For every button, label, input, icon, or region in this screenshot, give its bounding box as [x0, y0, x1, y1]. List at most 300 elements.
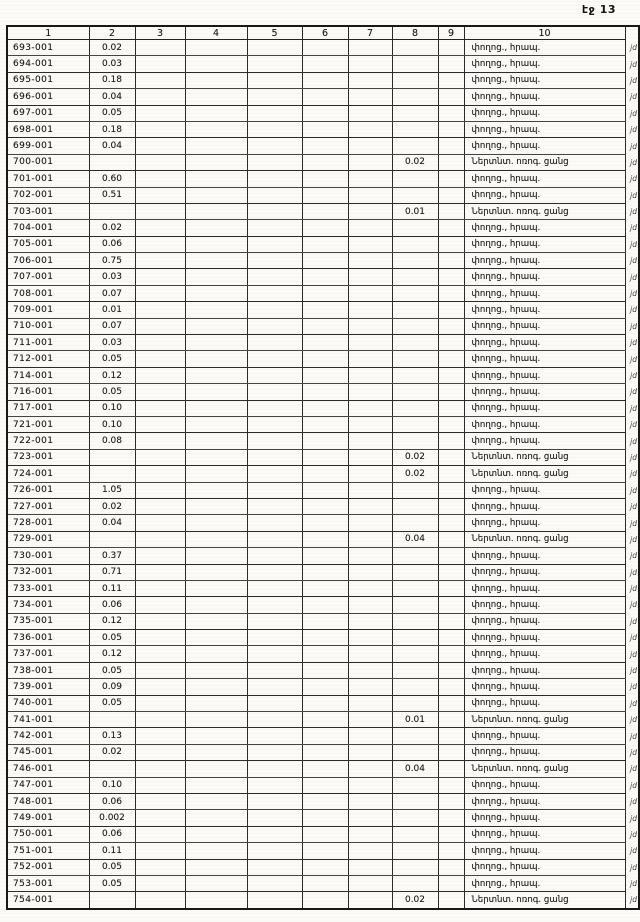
- cell-col3-empty: [135, 515, 185, 531]
- cell-col6-empty: [302, 843, 348, 859]
- table-body: [7, 40, 639, 909]
- cell-col7-empty: [348, 171, 392, 187]
- cell-land-use: փողոց., հրապ.: [464, 416, 625, 432]
- cell-col2-value: [89, 203, 135, 219]
- cell-col4-empty: [185, 203, 247, 219]
- cell-parcel-code: 697-001: [7, 105, 89, 121]
- cell-col8-value: [392, 695, 438, 711]
- cell-col8-value: [392, 662, 438, 678]
- cell-col6-empty: [302, 712, 348, 728]
- cell-col4-empty: [185, 859, 247, 875]
- cell-land-use: փողոց., հրապ.: [464, 810, 625, 826]
- cell-col9-empty: [438, 630, 464, 646]
- cell-col4-empty: [185, 646, 247, 662]
- cell-col6-empty: [302, 580, 348, 596]
- cell-parcel-code: 751-001: [7, 843, 89, 859]
- cell-col9-empty: [438, 105, 464, 121]
- cell-col2-value: 0.75: [89, 253, 135, 269]
- cell-col8-value: [392, 564, 438, 580]
- cell-col2-value: 0.02: [89, 220, 135, 236]
- cell-col7-empty: [348, 613, 392, 629]
- cell-col8-value: 0.02: [392, 892, 438, 909]
- table-row: [7, 449, 639, 465]
- cell-col3-empty: [135, 351, 185, 367]
- cell-col8-value: [392, 351, 438, 367]
- cell-col3-empty: [135, 679, 185, 695]
- cell-parcel-code: 717-001: [7, 400, 89, 416]
- cell-col9-empty: [438, 826, 464, 842]
- margin-handwritten-mark: jd: [630, 895, 637, 905]
- table-row: [7, 236, 639, 252]
- cell-col9-empty: [438, 580, 464, 596]
- cell-col9-empty: [438, 761, 464, 777]
- cell-col6-empty: [302, 597, 348, 613]
- cell-col7-empty: [348, 662, 392, 678]
- column-header-3: 3: [135, 26, 185, 40]
- margin-handwritten-mark: jd: [630, 797, 637, 807]
- cell-land-use: փողոց., հրապ.: [464, 269, 625, 285]
- cell-col4-empty: [185, 580, 247, 596]
- cell-col8-value: [392, 793, 438, 809]
- cell-land-use: փողոց., հրապ.: [464, 351, 625, 367]
- cell-parcel-code: 747-001: [7, 777, 89, 793]
- cell-col5-empty: [247, 466, 302, 482]
- cell-col3-empty: [135, 449, 185, 465]
- cell-col3-empty: [135, 580, 185, 596]
- table-row: [7, 875, 639, 891]
- cell-col8-value: [392, 105, 438, 121]
- cell-land-use: փողոց., հրապ.: [464, 613, 625, 629]
- margin-handwritten-mark: jd: [630, 387, 637, 397]
- cell-col7-empty: [348, 531, 392, 547]
- cell-col9-empty: [438, 253, 464, 269]
- cell-col7-empty: [348, 351, 392, 367]
- cell-col6-empty: [302, 793, 348, 809]
- cell-col6-empty: [302, 335, 348, 351]
- cell-col6-empty: [302, 777, 348, 793]
- table-row: [7, 793, 639, 809]
- cell-col2-value: 0.02: [89, 40, 135, 56]
- cell-col8-value: [392, 498, 438, 514]
- cell-col3-empty: [135, 318, 185, 334]
- cell-col3-empty: [135, 203, 185, 219]
- cell-land-use: փողոց., հրապ.: [464, 236, 625, 252]
- table-row: [7, 744, 639, 760]
- cell-col3-empty: [135, 498, 185, 514]
- margin-handwritten-mark: jd: [630, 747, 637, 757]
- cell-land-use: փողոց., հրապ.: [464, 826, 625, 842]
- cell-col5-empty: [247, 613, 302, 629]
- cell-col2-value: 0.03: [89, 335, 135, 351]
- cell-col3-empty: [135, 531, 185, 547]
- cell-col9-empty: [438, 285, 464, 301]
- cell-col6-empty: [302, 253, 348, 269]
- margin-handwritten-mark: jd: [630, 600, 637, 610]
- cell-parcel-code: 694-001: [7, 56, 89, 72]
- cell-col3-empty: [135, 826, 185, 842]
- cell-col4-empty: [185, 449, 247, 465]
- cell-col2-value: [89, 466, 135, 482]
- cell-col9-empty: [438, 859, 464, 875]
- cell-col4-empty: [185, 89, 247, 105]
- cell-col7-empty: [348, 892, 392, 909]
- cell-col6-empty: [302, 236, 348, 252]
- cell-col8-value: [392, 482, 438, 498]
- cell-col8-value: [392, 843, 438, 859]
- margin-handwritten-mark: jd: [630, 157, 637, 167]
- cell-col8-value: [392, 679, 438, 695]
- cell-parcel-code: 730-001: [7, 548, 89, 564]
- cell-parcel-code: 741-001: [7, 712, 89, 728]
- cell-col9-empty: [438, 793, 464, 809]
- cell-col2-value: 0.13: [89, 728, 135, 744]
- cell-col6-empty: [302, 515, 348, 531]
- cell-col9-empty: [438, 843, 464, 859]
- cell-col9-empty: [438, 203, 464, 219]
- cell-col3-empty: [135, 564, 185, 580]
- table-row: [7, 171, 639, 187]
- cell-col2-value: 0.05: [89, 630, 135, 646]
- table-row: [7, 482, 639, 498]
- cell-col3-empty: [135, 433, 185, 449]
- cell-col4-empty: [185, 826, 247, 842]
- cell-col3-empty: [135, 105, 185, 121]
- cell-col9-empty: [438, 679, 464, 695]
- cell-parcel-code: 716-001: [7, 384, 89, 400]
- cell-col3-empty: [135, 285, 185, 301]
- cell-col6-empty: [302, 875, 348, 891]
- margin-handwritten-mark: jd: [630, 616, 637, 626]
- cell-col2-value: [89, 892, 135, 909]
- cell-col2-value: [89, 531, 135, 547]
- cell-parcel-code: 701-001: [7, 171, 89, 187]
- margin-handwritten-mark: jd: [630, 141, 637, 151]
- cell-parcel-code: 752-001: [7, 859, 89, 875]
- cell-col2-value: 0.07: [89, 285, 135, 301]
- cell-col2-value: 0.05: [89, 875, 135, 891]
- table-row: [7, 154, 639, 170]
- cell-col5-empty: [247, 187, 302, 203]
- cell-col9-empty: [438, 154, 464, 170]
- cell-col3-empty: [135, 302, 185, 318]
- cell-col9-empty: [438, 482, 464, 498]
- margin-handwritten-mark: jd: [630, 813, 637, 823]
- margin-handwritten-mark: jd: [630, 879, 637, 889]
- cell-col6-empty: [302, 630, 348, 646]
- cell-land-use: փողոց., հրապ.: [464, 89, 625, 105]
- cell-col8-value: [392, 744, 438, 760]
- cell-col4-empty: [185, 875, 247, 891]
- cell-col7-empty: [348, 498, 392, 514]
- cell-col3-empty: [135, 482, 185, 498]
- cell-col6-empty: [302, 171, 348, 187]
- cell-parcel-code: 728-001: [7, 515, 89, 531]
- table-row: [7, 433, 639, 449]
- column-header-10: 10: [464, 26, 625, 40]
- cell-land-use: փողոց., հրապ.: [464, 171, 625, 187]
- cell-land-use: փողոց., հրապ.: [464, 105, 625, 121]
- margin-handwritten-mark: jd: [630, 764, 637, 774]
- table-row: [7, 220, 639, 236]
- cell-col7-empty: [348, 466, 392, 482]
- cell-col4-empty: [185, 843, 247, 859]
- cell-col3-empty: [135, 728, 185, 744]
- cell-col5-empty: [247, 40, 302, 56]
- cell-col8-value: [392, 580, 438, 596]
- cell-col6-empty: [302, 728, 348, 744]
- cell-col8-value: 0.01: [392, 203, 438, 219]
- table-row: [7, 367, 639, 383]
- table-row: [7, 548, 639, 564]
- cell-col7-empty: [348, 777, 392, 793]
- cell-col7-empty: [348, 695, 392, 711]
- cell-col9-empty: [438, 498, 464, 514]
- margin-handwritten-mark: jd: [630, 272, 637, 282]
- cell-parcel-code: 714-001: [7, 367, 89, 383]
- cell-col3-empty: [135, 744, 185, 760]
- margin-handwritten-mark: jd: [630, 256, 637, 266]
- page-number: էջ 13: [581, 3, 616, 16]
- cell-parcel-code: 724-001: [7, 466, 89, 482]
- cell-col5-empty: [247, 285, 302, 301]
- cell-parcel-code: 739-001: [7, 679, 89, 695]
- table-row: [7, 302, 639, 318]
- cell-col9-empty: [438, 351, 464, 367]
- cell-parcel-code: 698-001: [7, 121, 89, 137]
- cell-land-use: փողոց., հրապ.: [464, 433, 625, 449]
- cell-col5-empty: [247, 302, 302, 318]
- cell-col7-empty: [348, 236, 392, 252]
- cell-col6-empty: [302, 892, 348, 909]
- cell-col4-empty: [185, 121, 247, 137]
- cell-col8-value: [392, 72, 438, 88]
- cell-col2-value: 0.03: [89, 56, 135, 72]
- cell-col8-value: [392, 121, 438, 137]
- margin-handwritten-mark: jd: [630, 829, 637, 839]
- cell-land-use: փողոց., հրապ.: [464, 253, 625, 269]
- cell-parcel-code: 736-001: [7, 630, 89, 646]
- cell-col9-empty: [438, 56, 464, 72]
- cell-col7-empty: [348, 630, 392, 646]
- cell-col5-empty: [247, 318, 302, 334]
- cell-col7-empty: [348, 56, 392, 72]
- cell-col6-empty: [302, 466, 348, 482]
- margin-handwritten-mark: jd: [630, 108, 637, 118]
- cell-col8-value: [392, 269, 438, 285]
- cell-land-use: փողոց., հրապ.: [464, 285, 625, 301]
- cell-col4-empty: [185, 171, 247, 187]
- cell-col4-empty: [185, 302, 247, 318]
- cell-col4-empty: [185, 400, 247, 416]
- margin-handwritten-mark: jd: [630, 485, 637, 495]
- cell-col5-empty: [247, 449, 302, 465]
- cell-col4-empty: [185, 482, 247, 498]
- margin-handwritten-mark: jd: [630, 43, 637, 53]
- margin-handwritten-mark: jd: [630, 321, 637, 331]
- cell-col9-empty: [438, 548, 464, 564]
- cell-col6-empty: [302, 351, 348, 367]
- cell-col3-empty: [135, 56, 185, 72]
- cell-col2-value: [89, 449, 135, 465]
- cell-col6-empty: [302, 695, 348, 711]
- cell-col7-empty: [348, 187, 392, 203]
- cell-land-use: փողոց., հրապ.: [464, 335, 625, 351]
- cell-col8-value: [392, 515, 438, 531]
- cell-col7-empty: [348, 761, 392, 777]
- cell-col8-value: [392, 171, 438, 187]
- cell-col3-empty: [135, 367, 185, 383]
- cell-land-use: փողոց., հրապ.: [464, 515, 625, 531]
- cell-col8-value: [392, 416, 438, 432]
- cell-col2-value: 0.02: [89, 498, 135, 514]
- cell-col4-empty: [185, 793, 247, 809]
- cell-land-use: փողոց., հրապ.: [464, 72, 625, 88]
- cell-col4-empty: [185, 498, 247, 514]
- cell-col5-empty: [247, 498, 302, 514]
- cell-col5-empty: [247, 761, 302, 777]
- table-header-row: [7, 26, 639, 40]
- cell-col8-value: [392, 597, 438, 613]
- cell-col4-empty: [185, 220, 247, 236]
- cell-col6-empty: [302, 482, 348, 498]
- cell-col5-empty: [247, 728, 302, 744]
- cell-land-use: փողոց., հրապ.: [464, 728, 625, 744]
- cell-col5-empty: [247, 384, 302, 400]
- margin-handwritten-mark: jd: [630, 846, 637, 856]
- cell-land-use: փողոց., հրապ.: [464, 564, 625, 580]
- cell-col5-empty: [247, 72, 302, 88]
- cell-col5-empty: [247, 564, 302, 580]
- cell-col4-empty: [185, 384, 247, 400]
- cell-col6-empty: [302, 154, 348, 170]
- cell-col9-empty: [438, 777, 464, 793]
- cell-col7-empty: [348, 367, 392, 383]
- cell-parcel-code: 726-001: [7, 482, 89, 498]
- cell-col7-empty: [348, 597, 392, 613]
- cell-land-use: փողոց., հրապ.: [464, 843, 625, 859]
- margin-handwritten-mark: jd: [630, 59, 637, 69]
- column-header-9: 9: [438, 26, 464, 40]
- cell-col9-empty: [438, 220, 464, 236]
- cell-col7-empty: [348, 712, 392, 728]
- cell-col4-empty: [185, 72, 247, 88]
- cell-col3-empty: [135, 72, 185, 88]
- cell-col9-empty: [438, 384, 464, 400]
- cell-parcel-code: 754-001: [7, 892, 89, 909]
- table-row: [7, 72, 639, 88]
- cell-col6-empty: [302, 40, 348, 56]
- cell-col4-empty: [185, 744, 247, 760]
- cell-col5-empty: [247, 138, 302, 154]
- cell-col5-empty: [247, 580, 302, 596]
- cell-col6-empty: [302, 318, 348, 334]
- cell-col5-empty: [247, 859, 302, 875]
- cell-col3-empty: [135, 843, 185, 859]
- cell-col5-empty: [247, 482, 302, 498]
- cell-land-use: փողոց., հրապ.: [464, 793, 625, 809]
- cell-col6-empty: [302, 187, 348, 203]
- cell-col4-empty: [185, 236, 247, 252]
- cell-parcel-code: 732-001: [7, 564, 89, 580]
- cell-col7-empty: [348, 433, 392, 449]
- cell-land-use: փողոց., հրապ.: [464, 662, 625, 678]
- cell-col4-empty: [185, 105, 247, 121]
- cell-land-use: փողոց., հրապ.: [464, 138, 625, 154]
- cell-col6-empty: [302, 400, 348, 416]
- margin-handwritten-mark: jd: [630, 567, 637, 577]
- cell-parcel-code: 703-001: [7, 203, 89, 219]
- table-row: [7, 564, 639, 580]
- margin-handwritten-mark: jd: [630, 92, 637, 102]
- cell-col3-empty: [135, 548, 185, 564]
- cell-col8-value: [392, 433, 438, 449]
- cell-col3-empty: [135, 761, 185, 777]
- cell-col8-value: [392, 810, 438, 826]
- margin-handwritten-mark: jd: [630, 289, 637, 299]
- cell-col2-value: 0.05: [89, 859, 135, 875]
- cell-col2-value: 1.05: [89, 482, 135, 498]
- cell-col3-empty: [135, 712, 185, 728]
- cell-col8-value: 0.01: [392, 712, 438, 728]
- cell-col2-value: 0.18: [89, 72, 135, 88]
- cell-land-use: փողոց., հրապ.: [464, 630, 625, 646]
- cell-col3-empty: [135, 777, 185, 793]
- cell-col8-value: [392, 89, 438, 105]
- cell-col7-empty: [348, 89, 392, 105]
- cell-col3-empty: [135, 695, 185, 711]
- table-row: [7, 580, 639, 596]
- cell-parcel-code: 738-001: [7, 662, 89, 678]
- cell-col9-empty: [438, 564, 464, 580]
- cell-col4-empty: [185, 531, 247, 547]
- cell-land-use: փողոց., հրապ.: [464, 367, 625, 383]
- cell-land-use: փողոց., հրապ.: [464, 498, 625, 514]
- margin-handwritten-mark: jd: [630, 534, 637, 544]
- cell-col5-empty: [247, 646, 302, 662]
- cell-col2-value: 0.12: [89, 367, 135, 383]
- cell-col2-value: 0.51: [89, 187, 135, 203]
- cell-land-use: փողոց., հրապ.: [464, 597, 625, 613]
- cell-col4-empty: [185, 695, 247, 711]
- cell-col7-empty: [348, 728, 392, 744]
- cell-parcel-code: 711-001: [7, 335, 89, 351]
- cell-land-use: փողոց., հրապ.: [464, 318, 625, 334]
- cell-col3-empty: [135, 416, 185, 432]
- cell-col9-empty: [438, 712, 464, 728]
- table-row: [7, 892, 639, 909]
- cell-col9-empty: [438, 695, 464, 711]
- cell-col3-empty: [135, 810, 185, 826]
- cell-col7-empty: [348, 285, 392, 301]
- cell-col2-value: 0.60: [89, 171, 135, 187]
- cell-col9-empty: [438, 449, 464, 465]
- table-row: [7, 121, 639, 137]
- margin-handwritten-mark: jd: [630, 354, 637, 364]
- cell-col3-empty: [135, 859, 185, 875]
- cell-col4-empty: [185, 630, 247, 646]
- table-row: [7, 384, 639, 400]
- cell-land-use: Ներտնտ. ոռոգ. ցանց: [464, 712, 625, 728]
- cell-col7-empty: [348, 564, 392, 580]
- cell-col2-value: 0.05: [89, 351, 135, 367]
- cell-col2-value: 0.37: [89, 548, 135, 564]
- cell-col9-empty: [438, 40, 464, 56]
- cell-col8-value: [392, 630, 438, 646]
- cell-col8-value: [392, 826, 438, 842]
- cell-col9-empty: [438, 302, 464, 318]
- cell-col2-value: 0.18: [89, 121, 135, 137]
- margin-handwritten-mark: jd: [630, 518, 637, 528]
